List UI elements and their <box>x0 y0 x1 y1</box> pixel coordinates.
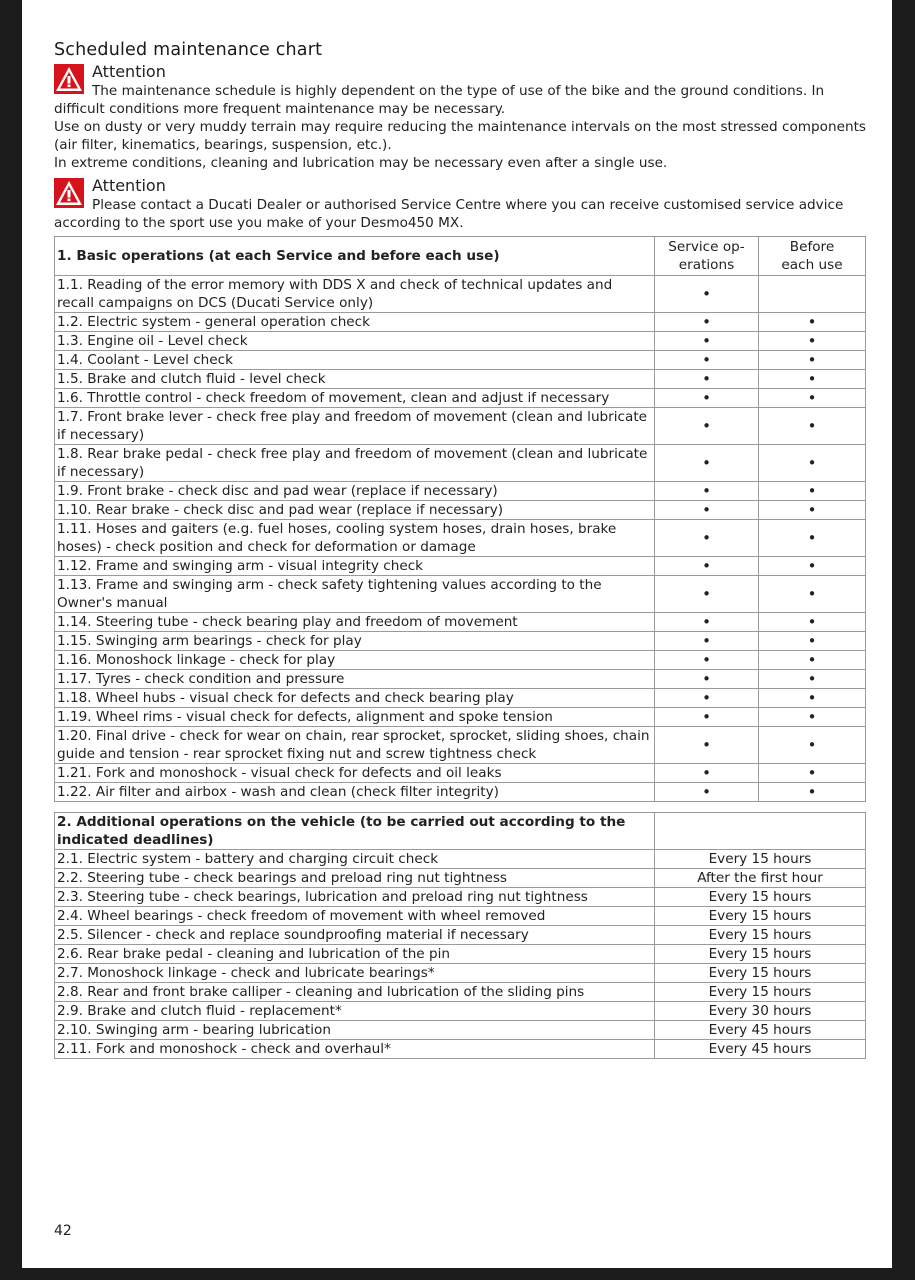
service-operations-mark: • <box>655 764 759 783</box>
table-row <box>55 632 866 651</box>
table-row <box>55 408 866 445</box>
service-operations-mark: • <box>655 313 759 332</box>
operation-interval: Every 45 hours <box>655 1021 866 1040</box>
operation-description: 1.6. Throttle control - check freedom of movement, clean and adjust if necessary <box>55 389 655 408</box>
basic-operations-table <box>54 236 866 802</box>
service-operations-mark: • <box>655 351 759 370</box>
operation-interval: Every 15 hours <box>655 983 866 1002</box>
table-row <box>55 557 866 576</box>
attention-paragraph: In extreme conditions, cleaning and lubrication may be necessary even after a single use. <box>54 155 668 171</box>
before-each-use-mark: • <box>759 408 866 445</box>
operation-interval: After the first hour <box>655 869 866 888</box>
basic-operations-body <box>55 276 866 802</box>
before-each-use-mark: • <box>759 557 866 576</box>
table-row <box>55 332 866 351</box>
operation-description: 1.11. Hoses and gaiters (e.g. fuel hoses, cooling system hoses, drain hoses, brake hoses) - check position and check for deformation or damage <box>55 520 655 557</box>
table-row <box>55 276 866 313</box>
attention-paragraph: The maintenance schedule is highly dependent on the type of use of the bike and the ground conditions. In difficult conditions more frequent maintenance may be necessary. <box>54 83 825 117</box>
table-row <box>55 370 866 389</box>
before-each-use-mark: • <box>759 670 866 689</box>
service-operations-mark: • <box>655 613 759 632</box>
attention-body-2 <box>54 196 866 232</box>
service-operations-mark: • <box>655 689 759 708</box>
operation-description: 1.17. Tyres - check condition and pressure <box>55 670 655 689</box>
table-row <box>55 670 866 689</box>
before-each-use-column-header <box>759 237 866 276</box>
page-title: Scheduled maintenance chart <box>54 40 323 60</box>
table-row <box>55 520 866 557</box>
service-operations-mark: • <box>655 389 759 408</box>
operation-description: 1.16. Monoshock linkage - check for play <box>55 651 655 670</box>
table-row <box>55 445 866 482</box>
operation-description: 2.5. Silencer - check and replace soundproofing material if necessary <box>55 926 655 945</box>
before-each-use-mark: • <box>759 651 866 670</box>
operation-description: 2.8. Rear and front brake calliper - cleaning and lubrication of the sliding pins <box>55 983 655 1002</box>
table-row <box>55 389 866 408</box>
table-row <box>55 764 866 783</box>
before-each-use-mark: • <box>759 576 866 613</box>
table-row <box>55 964 866 983</box>
table-row <box>55 651 866 670</box>
operation-interval: Every 15 hours <box>655 964 866 983</box>
operation-description: 1.15. Swinging arm bearings - check for play <box>55 632 655 651</box>
operation-description: 1.14. Steering tube - check bearing play and freedom of movement <box>55 613 655 632</box>
before-each-use-mark: • <box>759 482 866 501</box>
operation-description: 1.7. Front brake lever - check free play and freedom of movement (clean and lubricate if necessary) <box>55 408 655 445</box>
service-operations-mark: • <box>655 276 759 313</box>
page-number: 42 <box>54 1223 72 1239</box>
service-operations-column-header <box>655 237 759 276</box>
service-operations-mark: • <box>655 501 759 520</box>
operation-description: 2.7. Monoshock linkage - check and lubricate bearings* <box>55 964 655 983</box>
table-row <box>55 351 866 370</box>
before-each-use-mark: • <box>759 501 866 520</box>
service-operations-mark: • <box>655 557 759 576</box>
operation-description: 1.1. Reading of the error memory with DDS X and check of technical updates and recall campaigns on DCS (Ducati Service only) <box>55 276 655 313</box>
additional-operations-table <box>54 812 866 1059</box>
basic-operations-header: 1. Basic operations (at each Service and before each use) <box>55 237 655 276</box>
before-each-use-mark: • <box>759 727 866 764</box>
before-each-use-label: Before each use <box>781 239 843 273</box>
manual-page <box>22 0 892 1268</box>
table-row <box>55 888 866 907</box>
operation-description: 1.20. Final drive - check for wear on chain, rear sprocket, sprocket, sliding shoes, chain guide and tension - rear sprocket fixing nut and screw tightness check <box>55 727 655 764</box>
before-each-use-mark: • <box>759 332 866 351</box>
before-each-use-mark: • <box>759 445 866 482</box>
operation-description: 1.13. Frame and swinging arm - check safety tightening values according to the Owner's manual <box>55 576 655 613</box>
table-row <box>55 613 866 632</box>
before-each-use-mark: • <box>759 783 866 802</box>
service-operations-mark: • <box>655 520 759 557</box>
operation-interval: Every 15 hours <box>655 926 866 945</box>
operation-description: 2.3. Steering tube - check bearings, lubrication and preload ring nut tightness <box>55 888 655 907</box>
before-each-use-mark: • <box>759 708 866 727</box>
service-operations-mark: • <box>655 708 759 727</box>
table-row <box>55 926 866 945</box>
operation-interval: Every 30 hours <box>655 1002 866 1021</box>
service-operations-mark: • <box>655 445 759 482</box>
operation-interval: Every 15 hours <box>655 945 866 964</box>
operation-description: 1.21. Fork and monoshock - visual check for defects and oil leaks <box>55 764 655 783</box>
operation-description: 1.10. Rear brake - check disc and pad wear (replace if necessary) <box>55 501 655 520</box>
warning-triangle-icon <box>54 178 84 208</box>
operation-description: 2.11. Fork and monoshock - check and overhaul* <box>55 1040 655 1059</box>
table-row <box>55 501 866 520</box>
table-row <box>55 783 866 802</box>
service-operations-label: Service op- erations <box>668 239 745 273</box>
attention-title-1: Attention <box>92 62 166 81</box>
operation-description: 2.2. Steering tube - check bearings and preload ring nut tightness <box>55 869 655 888</box>
operation-interval: Every 15 hours <box>655 907 866 926</box>
operation-description: 1.19. Wheel rims - visual check for defects, alignment and spoke tension <box>55 708 655 727</box>
service-operations-mark: • <box>655 727 759 764</box>
service-operations-mark: • <box>655 370 759 389</box>
table-row <box>55 708 866 727</box>
before-each-use-mark: • <box>759 764 866 783</box>
before-each-use-mark: • <box>759 389 866 408</box>
operation-description: 1.4. Coolant - Level check <box>55 351 655 370</box>
table-row <box>55 1021 866 1040</box>
table-row <box>55 1002 866 1021</box>
operation-interval: Every 15 hours <box>655 850 866 869</box>
operation-description: 1.12. Frame and swinging arm - visual integrity check <box>55 557 655 576</box>
service-operations-mark: • <box>655 632 759 651</box>
before-each-use-mark: • <box>759 520 866 557</box>
table-row <box>55 850 866 869</box>
page-content <box>54 40 866 1059</box>
service-operations-mark: • <box>655 408 759 445</box>
attention-block-1 <box>54 62 866 172</box>
operation-description: 1.18. Wheel hubs - visual check for defects and check bearing play <box>55 689 655 708</box>
table-row <box>55 689 866 708</box>
additional-operations-header: 2. Additional operations on the vehicle (to be carried out according to the indicated deadlines) <box>55 813 655 850</box>
service-operations-mark: • <box>655 670 759 689</box>
attention-block-2 <box>54 176 866 232</box>
additional-operations-body <box>55 850 866 1059</box>
operation-description: 1.3. Engine oil - Level check <box>55 332 655 351</box>
operation-description: 1.2. Electric system - general operation check <box>55 313 655 332</box>
table-row <box>55 907 866 926</box>
before-each-use-mark <box>759 276 866 313</box>
table-row <box>55 869 866 888</box>
warning-triangle-icon <box>54 64 84 94</box>
operation-description: 2.4. Wheel bearings - check freedom of movement with wheel removed <box>55 907 655 926</box>
operation-description: 2.1. Electric system - battery and charging circuit check <box>55 850 655 869</box>
operation-description: 1.9. Front brake - check disc and pad wear (replace if necessary) <box>55 482 655 501</box>
attention-paragraph: Please contact a Ducati Dealer or authorised Service Centre where you can receive customised service advice according to the sport use you make of your Desmo450 MX. <box>54 197 844 231</box>
interval-column-header <box>655 813 866 850</box>
operation-description: 2.10. Swinging arm - bearing lubrication <box>55 1021 655 1040</box>
before-each-use-mark: • <box>759 313 866 332</box>
service-operations-mark: • <box>655 651 759 670</box>
attention-paragraph: Use on dusty or very muddy terrain may require reducing the maintenance intervals on the most stressed components (air filter, kinematics, bearings, suspension, etc.). <box>54 119 866 153</box>
before-each-use-mark: • <box>759 351 866 370</box>
service-operations-mark: • <box>655 576 759 613</box>
attention-body-1 <box>54 82 866 172</box>
table-row <box>55 576 866 613</box>
operation-interval: Every 45 hours <box>655 1040 866 1059</box>
operation-description: 1.5. Brake and clutch fluid - level check <box>55 370 655 389</box>
table-row <box>55 1040 866 1059</box>
table-row <box>55 482 866 501</box>
table-row <box>55 313 866 332</box>
service-operations-mark: • <box>655 482 759 501</box>
table-row <box>55 727 866 764</box>
operation-description: 2.9. Brake and clutch fluid - replacement* <box>55 1002 655 1021</box>
operation-description: 1.22. Air filter and airbox - wash and clean (check filter integrity) <box>55 783 655 802</box>
attention-title-2: Attention <box>92 176 166 195</box>
service-operations-mark: • <box>655 783 759 802</box>
before-each-use-mark: • <box>759 632 866 651</box>
before-each-use-mark: • <box>759 613 866 632</box>
operation-description: 2.6. Rear brake pedal - cleaning and lubrication of the pin <box>55 945 655 964</box>
before-each-use-mark: • <box>759 689 866 708</box>
operation-description: 1.8. Rear brake pedal - check free play and freedom of movement (clean and lubricate if necessary) <box>55 445 655 482</box>
table-row <box>55 945 866 964</box>
operation-interval: Every 15 hours <box>655 888 866 907</box>
service-operations-mark: • <box>655 332 759 351</box>
before-each-use-mark: • <box>759 370 866 389</box>
table-row <box>55 983 866 1002</box>
